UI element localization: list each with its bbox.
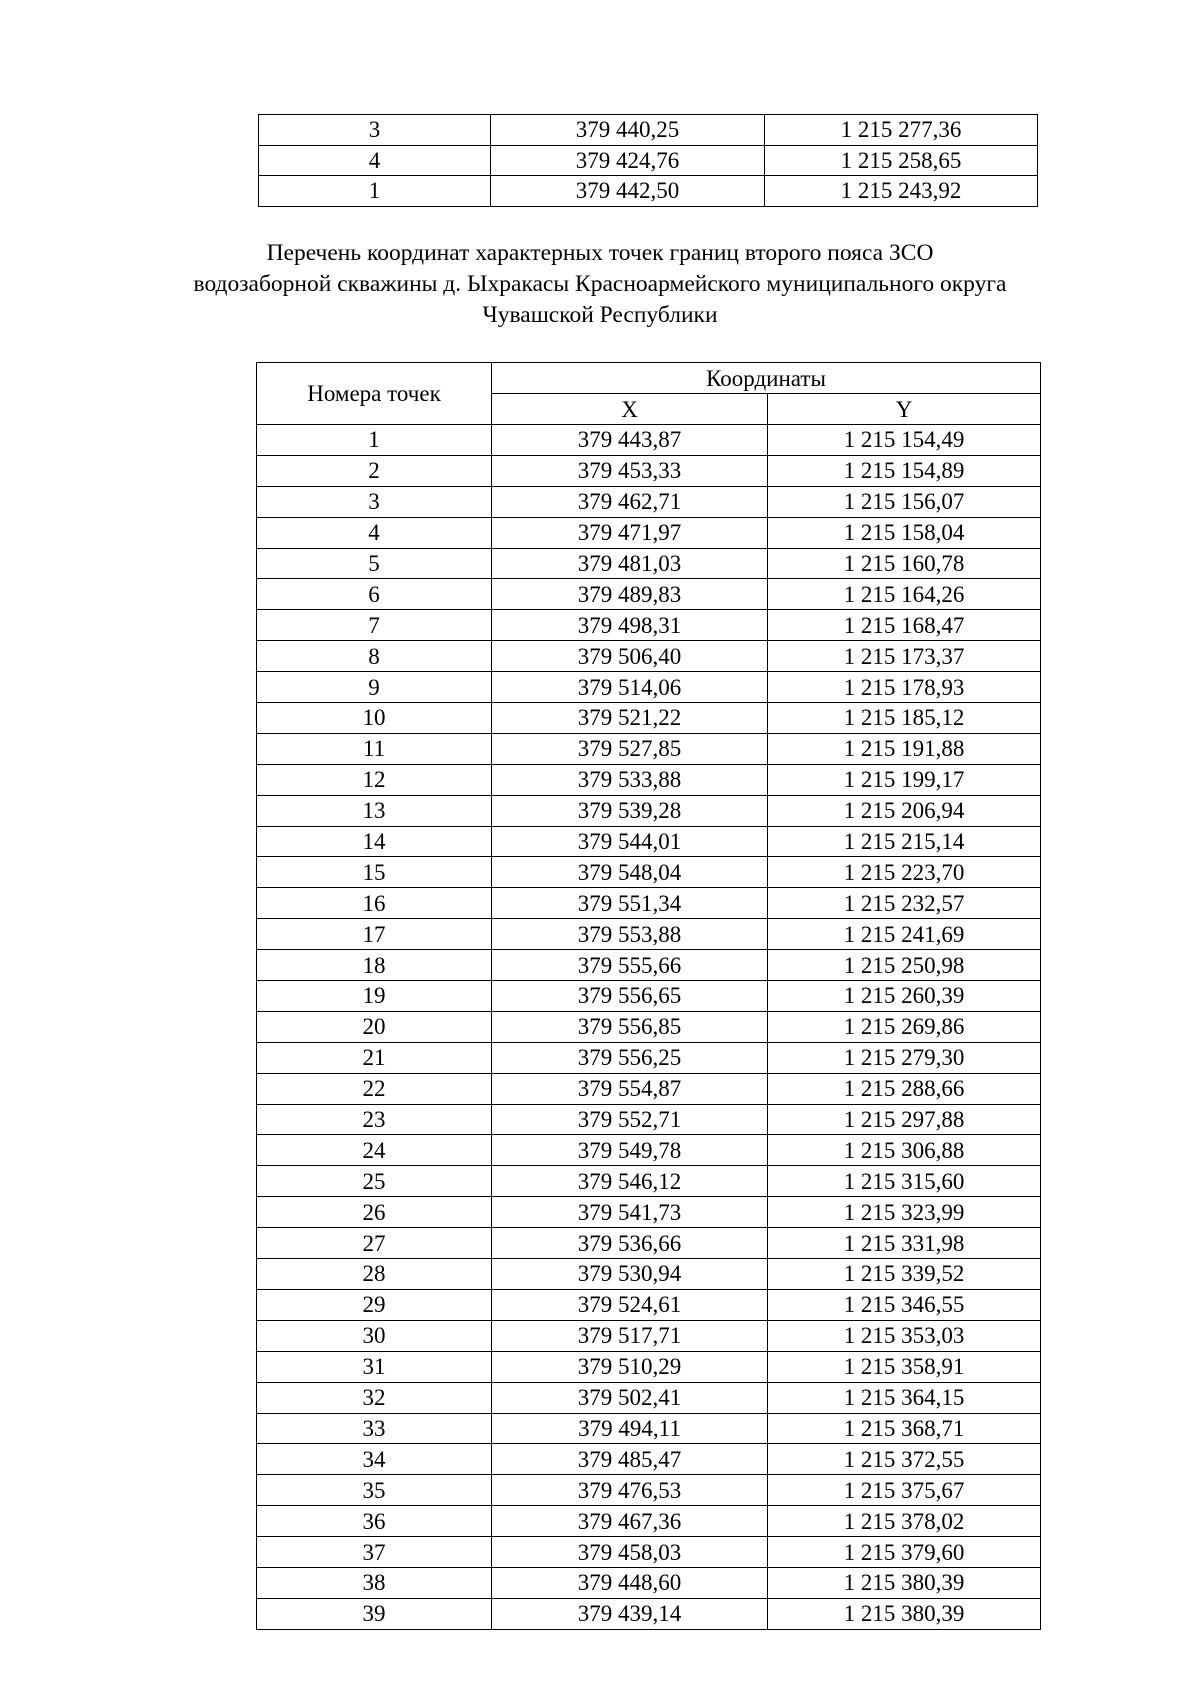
x-coordinate-cell: 379 536,66 <box>492 1228 768 1259</box>
point-number-cell: 31 <box>257 1351 492 1382</box>
point-number-cell: 39 <box>257 1598 492 1629</box>
point-number-cell: 10 <box>257 703 492 734</box>
x-coordinate-cell: 379 556,25 <box>492 1042 768 1073</box>
x-coordinate-cell: 379 494,11 <box>492 1413 768 1444</box>
section-title-line-1: Перечень координат характерных точек границ второго пояса ЗСО <box>266 240 934 266</box>
x-coordinate-cell: 379 551,34 <box>492 888 768 919</box>
table-row <box>257 1506 1041 1537</box>
table-row <box>257 703 1041 734</box>
y-coordinate-cell: 1 215 241,69 <box>768 919 1041 950</box>
y-coordinate-cell: 1 215 306,88 <box>768 1135 1041 1166</box>
table-row <box>259 115 1038 146</box>
table-row <box>257 425 1041 456</box>
x-coordinate-cell: 379 554,87 <box>492 1073 768 1104</box>
y-coordinate-cell: 1 215 215,14 <box>768 826 1041 857</box>
x-coordinate-cell: 379 439,14 <box>492 1598 768 1629</box>
point-number-cell: 32 <box>257 1382 492 1413</box>
x-coordinate-cell: 379 502,41 <box>492 1382 768 1413</box>
header-y: Y <box>768 394 1041 425</box>
y-coordinate-cell: 1 215 368,71 <box>768 1413 1041 1444</box>
y-coordinate-cell: 1 215 206,94 <box>768 795 1041 826</box>
point-number-cell: 17 <box>257 919 492 950</box>
table-row <box>257 1104 1041 1135</box>
x-coordinate-cell: 379 549,78 <box>492 1135 768 1166</box>
point-number-cell: 4 <box>259 145 491 176</box>
point-number-cell: 15 <box>257 857 492 888</box>
y-coordinate-cell: 1 215 250,98 <box>768 950 1041 981</box>
point-number-cell: 8 <box>257 641 492 672</box>
table-row <box>257 857 1041 888</box>
table-row <box>257 981 1041 1012</box>
x-coordinate-cell: 379 467,36 <box>492 1506 768 1537</box>
continued-coordinates-body <box>259 115 1038 207</box>
table-row <box>257 1011 1041 1042</box>
x-coordinate-cell: 379 548,04 <box>492 857 768 888</box>
x-coordinate-cell: 379 556,85 <box>492 1011 768 1042</box>
point-number-cell: 7 <box>257 610 492 641</box>
table-row <box>257 1444 1041 1475</box>
y-coordinate-cell: 1 215 154,89 <box>768 455 1041 486</box>
point-number-cell: 22 <box>257 1073 492 1104</box>
y-coordinate-cell: 1 215 379,60 <box>768 1537 1041 1568</box>
y-coordinate-cell: 1 215 154,49 <box>768 425 1041 456</box>
y-coordinate-cell: 1 215 168,47 <box>768 610 1041 641</box>
point-number-cell: 23 <box>257 1104 492 1135</box>
table-row <box>257 919 1041 950</box>
x-coordinate-cell: 379 533,88 <box>492 764 768 795</box>
point-number-cell: 20 <box>257 1011 492 1042</box>
y-coordinate-cell: 1 215 358,91 <box>768 1351 1041 1382</box>
x-coordinate-cell: 379 424,76 <box>491 145 765 176</box>
table-row <box>257 950 1041 981</box>
table-row <box>257 888 1041 919</box>
x-coordinate-cell: 379 527,85 <box>492 733 768 764</box>
y-coordinate-cell: 1 215 353,03 <box>768 1320 1041 1351</box>
x-coordinate-cell: 379 544,01 <box>492 826 768 857</box>
point-number-cell: 3 <box>259 115 491 146</box>
y-coordinate-cell: 1 215 178,93 <box>768 672 1041 703</box>
table-row <box>257 517 1041 548</box>
point-number-cell: 27 <box>257 1228 492 1259</box>
point-number-cell: 1 <box>257 425 492 456</box>
x-coordinate-cell: 379 443,87 <box>492 425 768 456</box>
x-coordinate-cell: 379 514,06 <box>492 672 768 703</box>
point-number-cell: 34 <box>257 1444 492 1475</box>
x-coordinate-cell: 379 517,71 <box>492 1320 768 1351</box>
y-coordinate-cell: 1 215 380,39 <box>768 1567 1041 1598</box>
coordinates-table-header <box>257 363 1041 425</box>
point-number-cell: 1 <box>259 176 491 207</box>
point-number-cell: 3 <box>257 486 492 517</box>
point-number-cell: 36 <box>257 1506 492 1537</box>
x-coordinate-cell: 379 539,28 <box>492 795 768 826</box>
x-coordinate-cell: 379 552,71 <box>492 1104 768 1135</box>
y-coordinate-cell: 1 215 156,07 <box>768 486 1041 517</box>
x-coordinate-cell: 379 530,94 <box>492 1259 768 1290</box>
y-coordinate-cell: 1 215 160,78 <box>768 548 1041 579</box>
table-row <box>259 145 1038 176</box>
y-coordinate-cell: 1 215 297,88 <box>768 1104 1041 1135</box>
table-row <box>257 672 1041 703</box>
table-row <box>257 826 1041 857</box>
point-number-cell: 24 <box>257 1135 492 1166</box>
point-number-cell: 25 <box>257 1166 492 1197</box>
table-row <box>257 641 1041 672</box>
point-number-cell: 11 <box>257 733 492 764</box>
x-coordinate-cell: 379 498,31 <box>492 610 768 641</box>
table-row <box>257 486 1041 517</box>
x-coordinate-cell: 379 553,88 <box>492 919 768 950</box>
y-coordinate-cell: 1 215 375,67 <box>768 1475 1041 1506</box>
coordinates-table <box>256 362 1041 1630</box>
point-number-cell: 4 <box>257 517 492 548</box>
table-row <box>257 1320 1041 1351</box>
x-coordinate-cell: 379 485,47 <box>492 1444 768 1475</box>
x-coordinate-cell: 379 489,83 <box>492 579 768 610</box>
y-coordinate-cell: 1 215 185,12 <box>768 703 1041 734</box>
point-number-cell: 16 <box>257 888 492 919</box>
table-row <box>257 1135 1041 1166</box>
table-row <box>257 1537 1041 1568</box>
y-coordinate-cell: 1 215 372,55 <box>768 1444 1041 1475</box>
x-coordinate-cell: 379 458,03 <box>492 1537 768 1568</box>
header-point-numbers: Номера точек <box>257 363 492 425</box>
x-coordinate-cell: 379 471,97 <box>492 517 768 548</box>
point-number-cell: 38 <box>257 1567 492 1598</box>
y-coordinate-cell: 1 215 258,65 <box>765 145 1038 176</box>
point-number-cell: 14 <box>257 826 492 857</box>
y-coordinate-cell: 1 215 173,37 <box>768 641 1041 672</box>
table-row <box>257 579 1041 610</box>
y-coordinate-cell: 1 215 191,88 <box>768 733 1041 764</box>
y-coordinate-cell: 1 215 269,86 <box>768 1011 1041 1042</box>
y-coordinate-cell: 1 215 260,39 <box>768 981 1041 1012</box>
x-coordinate-cell: 379 541,73 <box>492 1197 768 1228</box>
header-row-top <box>257 363 1041 394</box>
y-coordinate-cell: 1 215 232,57 <box>768 888 1041 919</box>
table-row <box>257 764 1041 795</box>
coordinates-table-body <box>257 425 1041 1630</box>
y-coordinate-cell: 1 215 288,66 <box>768 1073 1041 1104</box>
header-x: X <box>492 394 768 425</box>
table-row <box>257 1382 1041 1413</box>
y-coordinate-cell: 1 215 164,26 <box>768 579 1041 610</box>
section-title-line-3: Чувашской Республики <box>482 302 718 328</box>
x-coordinate-cell: 379 453,33 <box>492 455 768 486</box>
point-number-cell: 28 <box>257 1259 492 1290</box>
table-row <box>257 1567 1041 1598</box>
table-row <box>257 1289 1041 1320</box>
point-number-cell: 26 <box>257 1197 492 1228</box>
x-coordinate-cell: 379 521,22 <box>492 703 768 734</box>
x-coordinate-cell: 379 462,71 <box>492 486 768 517</box>
table-row <box>257 1598 1041 1629</box>
y-coordinate-cell: 1 215 364,15 <box>768 1382 1041 1413</box>
header-coordinates: Координаты <box>492 363 1041 394</box>
table-row <box>257 795 1041 826</box>
y-coordinate-cell: 1 215 331,98 <box>768 1228 1041 1259</box>
x-coordinate-cell: 379 524,61 <box>492 1289 768 1320</box>
table-row <box>257 1259 1041 1290</box>
y-coordinate-cell: 1 215 158,04 <box>768 517 1041 548</box>
y-coordinate-cell: 1 215 279,30 <box>768 1042 1041 1073</box>
table-row <box>257 1228 1041 1259</box>
point-number-cell: 30 <box>257 1320 492 1351</box>
x-coordinate-cell: 379 476,53 <box>492 1475 768 1506</box>
y-coordinate-cell: 1 215 323,99 <box>768 1197 1041 1228</box>
y-coordinate-cell: 1 215 243,92 <box>765 176 1038 207</box>
table-row <box>257 455 1041 486</box>
table-row <box>257 1351 1041 1382</box>
table-row <box>257 1073 1041 1104</box>
y-coordinate-cell: 1 215 199,17 <box>768 764 1041 795</box>
x-coordinate-cell: 379 442,50 <box>491 176 765 207</box>
y-coordinate-cell: 1 215 223,70 <box>768 857 1041 888</box>
x-coordinate-cell: 379 481,03 <box>492 548 768 579</box>
table-row <box>259 176 1038 207</box>
section-title-line-2: водозаборной скважины д. Ыхракасы Красноармейского муниципального округа <box>193 271 1007 297</box>
point-number-cell: 29 <box>257 1289 492 1320</box>
x-coordinate-cell: 379 556,65 <box>492 981 768 1012</box>
x-coordinate-cell: 379 555,66 <box>492 950 768 981</box>
x-coordinate-cell: 379 506,40 <box>492 641 768 672</box>
table-row <box>257 610 1041 641</box>
y-coordinate-cell: 1 215 346,55 <box>768 1289 1041 1320</box>
table-row <box>257 1042 1041 1073</box>
y-coordinate-cell: 1 215 315,60 <box>768 1166 1041 1197</box>
y-coordinate-cell: 1 215 380,39 <box>768 1598 1041 1629</box>
y-coordinate-cell: 1 215 378,02 <box>768 1506 1041 1537</box>
table-row <box>257 1166 1041 1197</box>
table-row <box>257 733 1041 764</box>
point-number-cell: 2 <box>257 455 492 486</box>
table-row <box>257 548 1041 579</box>
table-row <box>257 1413 1041 1444</box>
x-coordinate-cell: 379 440,25 <box>491 115 765 146</box>
point-number-cell: 35 <box>257 1475 492 1506</box>
point-number-cell: 13 <box>257 795 492 826</box>
x-coordinate-cell: 379 546,12 <box>492 1166 768 1197</box>
table-row <box>257 1475 1041 1506</box>
point-number-cell: 19 <box>257 981 492 1012</box>
point-number-cell: 18 <box>257 950 492 981</box>
x-coordinate-cell: 379 510,29 <box>492 1351 768 1382</box>
point-number-cell: 21 <box>257 1042 492 1073</box>
y-coordinate-cell: 1 215 339,52 <box>768 1259 1041 1290</box>
table-row <box>257 1197 1041 1228</box>
point-number-cell: 9 <box>257 672 492 703</box>
point-number-cell: 12 <box>257 764 492 795</box>
point-number-cell: 5 <box>257 548 492 579</box>
section-title <box>150 238 1050 331</box>
point-number-cell: 37 <box>257 1537 492 1568</box>
continued-coordinates-table <box>258 114 1038 207</box>
point-number-cell: 6 <box>257 579 492 610</box>
x-coordinate-cell: 379 448,60 <box>492 1567 768 1598</box>
y-coordinate-cell: 1 215 277,36 <box>765 115 1038 146</box>
point-number-cell: 33 <box>257 1413 492 1444</box>
